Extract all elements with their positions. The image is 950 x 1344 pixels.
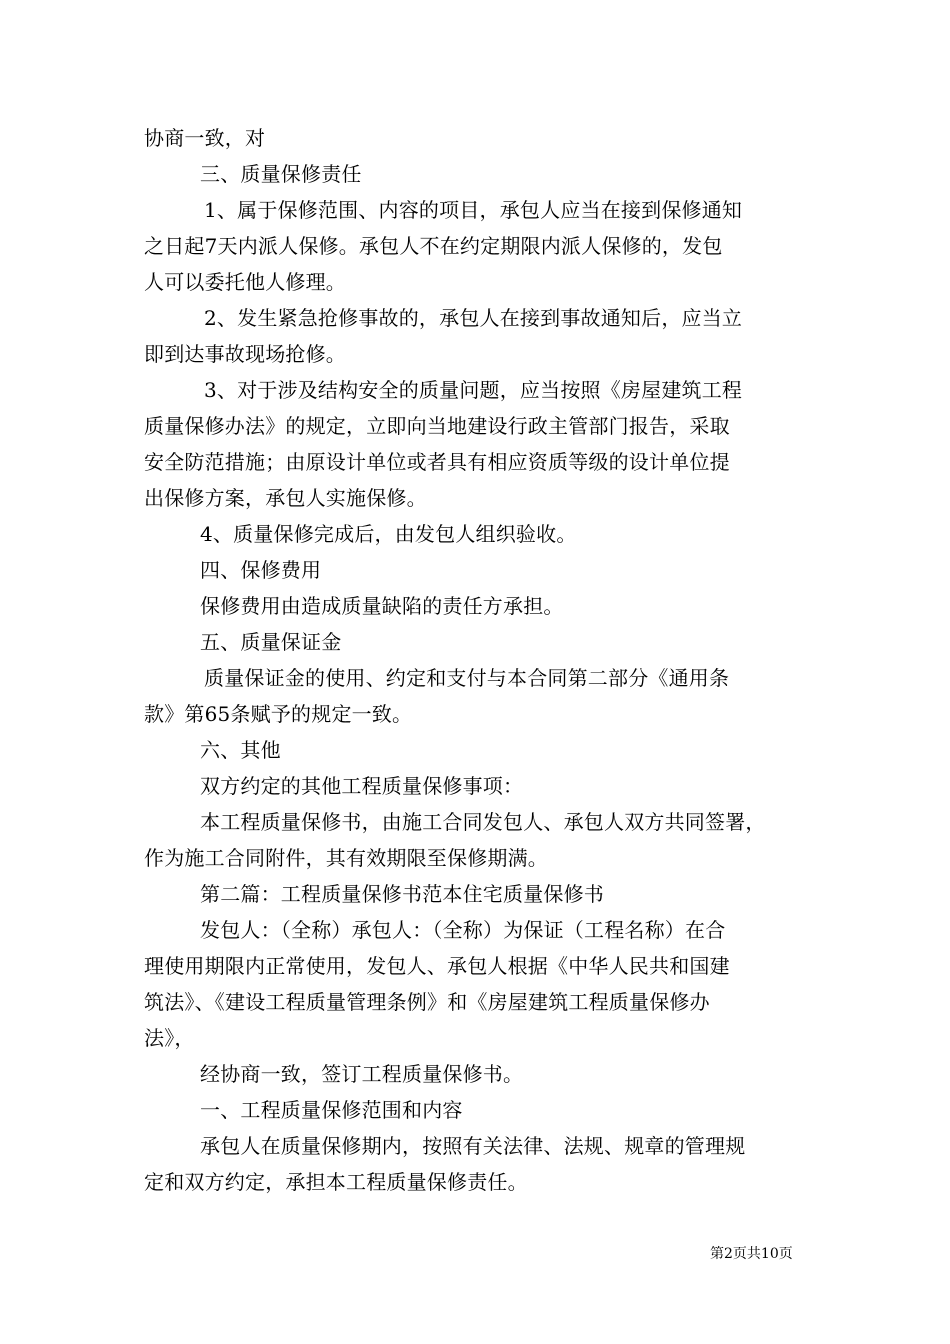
text-line: 安全防范措施；由原设计单位或者具有相应资质等级的设计单位提 [144,450,730,474]
chapter-heading: 第二篇：工程质量保修书范本住宅质量保修书 [200,882,604,906]
text-line: 4、质量保修完成后，由发包人组织验收。 [200,522,577,546]
text-line: 质量保证金的使用、约定和支付与本合同第二部分《通用条 [204,666,730,690]
section-heading: 四、保修费用 [200,558,322,582]
text-line: 发包人：（全称）承包人：（全称）为保证（工程名称）在合 [200,918,726,942]
text-line: 筑法》、《建设工程质量管理条例》和《房屋建筑工程质量保修办 [144,990,710,1014]
text-line: 人可以委托他人修理。 [144,270,346,294]
text-line: 2、发生紧急抢修事故的，承包人在接到事故通知后，应当立 [204,306,743,330]
section-heading: 五、质量保证金 [200,630,342,654]
text-line: 法》， [144,1026,195,1050]
text-line: 双方约定的其他工程质量保修事项： [200,774,524,798]
text-line: 定和双方约定，承担本工程质量保修责任。 [144,1170,528,1194]
text-line: 经协商一致，签订工程质量保修书。 [200,1062,524,1086]
text-line: 款》第65条赋予的规定一致。 [144,702,413,726]
text-line: 1、属于保修范围、内容的项目，承包人应当在接到保修通知 [204,198,743,222]
page-number: 第2页共10页 [710,1246,793,1262]
text-line: 之日起7天内派人保修。承包人不在约定期限内派人保修的，发包 [144,234,723,258]
text-line: 出保修方案，承包人实施保修。 [144,486,427,510]
text-line: 承包人在质量保修期内，按照有关法律、法规、规章的管理规 [200,1134,746,1158]
text-line: 作为施工合同附件，其有效期限至保修期满。 [144,846,548,870]
text-line: 即到达事故现场抢修。 [144,342,346,366]
section-heading: 三、质量保修责任 [200,162,362,186]
text-line: 本工程质量保修书，由施工合同发包人、承包人双方共同签署， [200,810,766,834]
section-heading: 一、工程质量保修范围和内容 [200,1098,463,1122]
text-line: 保修费用由造成质量缺陷的责任方承担。 [200,594,564,618]
text-line: 理使用期限内正常使用，发包人、承包人根据《中华人民共和国建 [144,954,730,978]
text-line: 质量保修办法》的规定，立即向当地建设行政主管部门报告，采取 [144,414,730,438]
text-line: 协商一致，对 [144,126,266,150]
text-line: 3、对于涉及结构安全的质量问题，应当按照《房屋建筑工程 [204,378,743,402]
document-body [144,120,814,1200]
section-heading: 六、其他 [200,738,281,762]
